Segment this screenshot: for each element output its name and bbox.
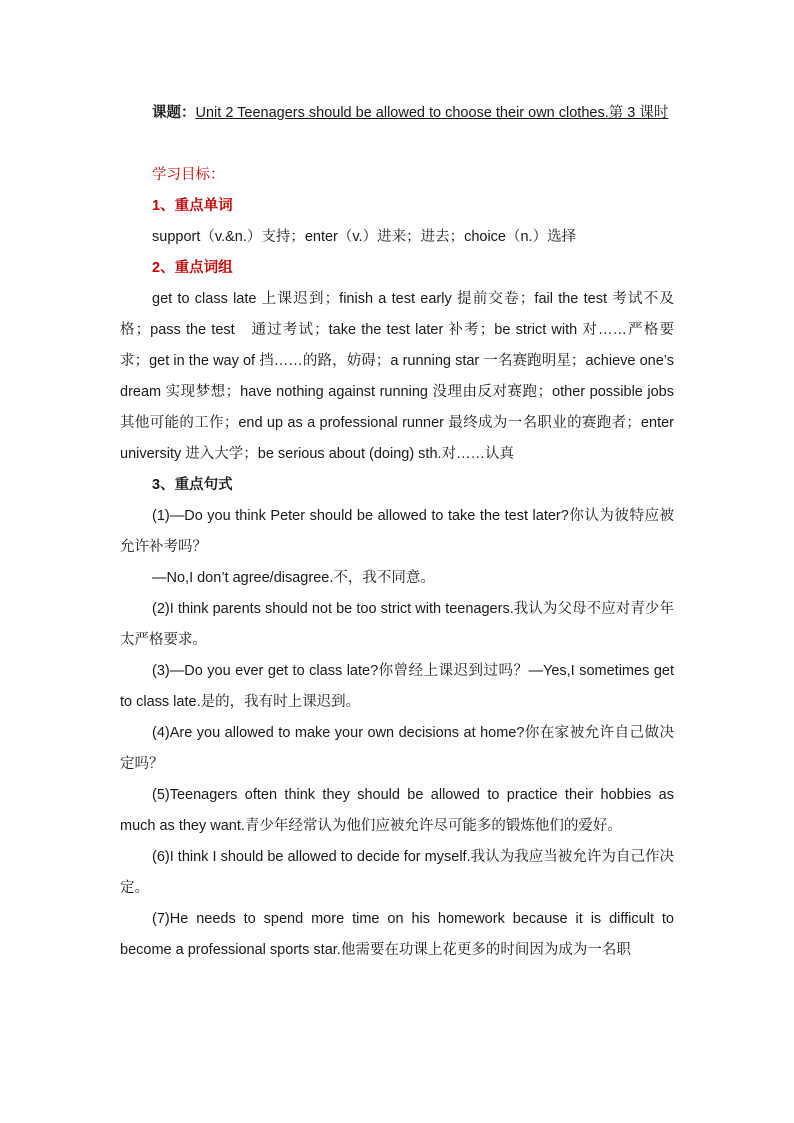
title-text: Unit 2 Teenagers should be allowed to choose their own clothes.第 3 课时: [195, 105, 669, 121]
sentences-heading-text: 3、重点句式: [152, 477, 233, 493]
document-body: [120, 98, 674, 966]
sentence-item: (1)—Do you think Peter should be allowed to take the test later?你认为彼特应被允许补考吗？: [120, 508, 674, 555]
words-heading: 1、重点单词: [152, 198, 233, 214]
sentence-item: (7)He needs to spend more time on his homework because it is difficult to become a professional sports star.他需要在功课上花更多的时间因为成为一名职: [120, 911, 674, 958]
objectives-heading: 学习目标：: [152, 167, 225, 183]
words-content: support（v.&n.）支持；enter（v.）进来；进去；choice（n.）选择: [152, 229, 577, 245]
sentence-item: (5)Teenagers often think they should be allowed to practice their hobbies as much as they want.青少年经常认为他们应被允许尽可能多的锻炼他们的爱好。: [120, 787, 674, 834]
title-label: 课题：: [152, 105, 196, 121]
sentence-item: (2)I think parents should not be too strict with teenagers.我认为父母不应对青少年太严格要求。: [120, 601, 674, 648]
sentence-item: (6)I think I should be allowed to decide for myself.我认为我应当被允许为自己作决定。: [120, 849, 674, 896]
phrases-content: get to class late 上课迟到；finish a test early 提前交卷；fail the test 考试不及格；pass the test 通过考试；take the test later 补考；be strict with 对……严格要求；get in the way of 挡……的路，妨碍；a running star 一名赛跑明星；achieve one’s dream 实现梦想；have nothing against running 没理由反对赛跑；other possible jobs 其他可能的工作；end up as a professional runner 最终成为一名职业的赛跑者；enter university 进入大学；be serious about (doing) sth.对……认真: [120, 291, 674, 462]
phrases-heading: 2、重点词组: [152, 260, 233, 276]
sentence-item: (3)—Do you ever get to class late?你曾经上课迟到过吗？—Yes,I sometimes get to class late.是的，我有时上课迟到。: [120, 663, 674, 710]
blank-line: [120, 129, 674, 160]
sentences-heading: [120, 470, 674, 501]
sentence-item: —No,I don’t agree/disagree.不，我不同意。: [152, 570, 435, 586]
sentence-item: (4)Are you allowed to make your own decisions at home?你在家被允许自己做决定吗？: [120, 725, 674, 772]
lesson-title: [120, 98, 674, 129]
